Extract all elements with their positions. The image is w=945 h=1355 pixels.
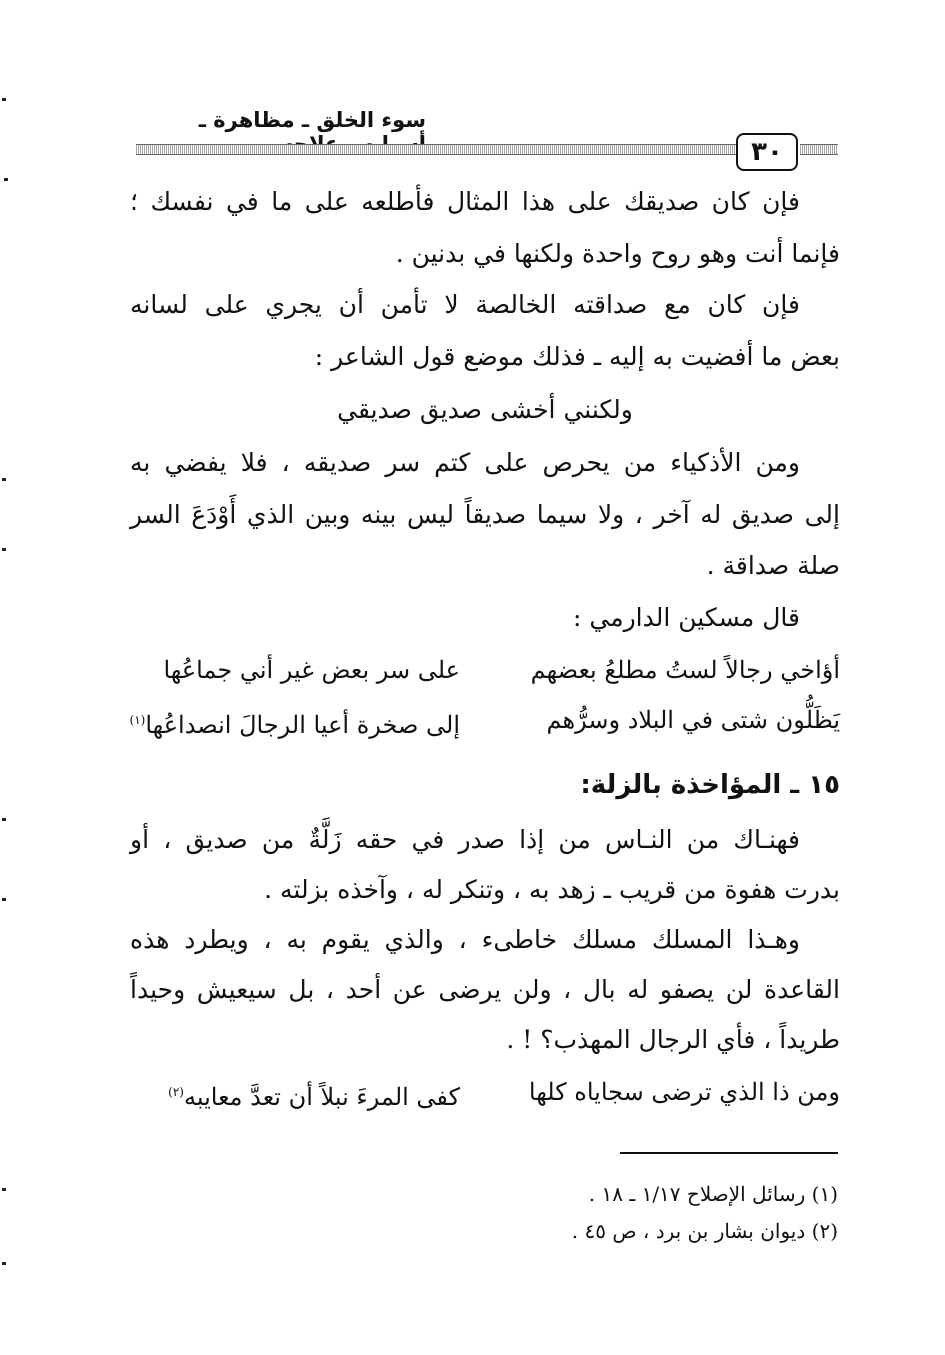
paragraph-line: فإن كان صديقك على هذا المثال فأطلعه على ما في نفسك ؛ — [130, 187, 800, 216]
poem-couplet — [130, 650, 840, 690]
header-rule-right — [800, 144, 838, 155]
section-heading: ١٥ ـ المؤاخذة بالزلة: — [580, 770, 840, 800]
paragraph-line: وهـذا المسلك مسلك خاطىء ، والذي يقوم به ، ويطرد هذه — [130, 925, 800, 954]
footnote: (١) رسائل الإصلاح ١/١٧ ـ ١٨ . — [588, 1182, 838, 1206]
paragraph-line: بعض ما أفضيت به إليه ـ فذلك موضع قول الشاعر : — [314, 342, 840, 371]
footnote: (٢) ديوان بشار بن برد ، ص ٤٥ . — [571, 1219, 838, 1243]
verse-second-hemistich — [130, 700, 460, 745]
footnote-marker: (٢) — [168, 1085, 184, 1099]
scan-speck — [2, 98, 6, 101]
paragraph-line: بدرت هفوة من قريب ـ زهد به ، وتنكر له ، وآخذه بزلته . — [264, 875, 840, 904]
scan-speck — [2, 818, 6, 821]
paragraph-line: طريداً ، فأي الرجال المهذب؟ ! . — [506, 1025, 840, 1054]
paragraph-line: القاعدة لن يصفو له بال ، ولن يرضى عن أحد ، بل سيعيش وحيداً — [130, 975, 840, 1004]
paragraph-line: ومن الأذكياء من يحرص على كتم سر صديقه ، فلا يفضي به — [130, 448, 800, 477]
footnote-rule — [620, 1152, 838, 1154]
quoted-verse: ولكنني أخشى صديق صديقي — [337, 395, 633, 424]
page-number: ٣٠ — [736, 133, 798, 171]
paragraph-line: قال مسكين الدارمي : — [572, 603, 800, 632]
poem-couplet — [130, 700, 840, 740]
scan-speck — [4, 178, 8, 181]
paragraph-line: فإن كان مع صداقته الخالصة لا تأمن أن يجري على لسانه — [130, 290, 800, 319]
verse-first-hemistich: يَظَلُّون شتى في البلاد وسرُّهم — [546, 706, 840, 734]
verse-first-hemistich: ومن ذا الذي ترضى سجاياه كلها — [528, 1078, 840, 1106]
scan-speck — [2, 1262, 6, 1265]
paragraph-line: فإنما أنت وهو روح واحدة ولكنها في بدنين . — [395, 239, 840, 268]
scan-speck — [2, 548, 6, 551]
scan-speck — [2, 898, 6, 901]
paragraph-line: صلة صداقة . — [706, 551, 840, 580]
verse-second-hemistich — [130, 1072, 460, 1117]
scan-speck — [2, 1188, 6, 1191]
verse-second-hemistich-text: إلى صخرة أعيا الرجالَ انصداعُها — [145, 711, 460, 739]
header-rule — [136, 144, 736, 155]
scan-speck — [2, 478, 6, 481]
running-header-title: سوء الخلق ـ مظاهرة ـ — [198, 108, 426, 132]
verse-second-hemistich: على سر بعض غير أني جماعُها — [163, 656, 460, 684]
paragraph-line: إلى صديق له آخر ، ولا سيما صديقاً ليس بينه وبين الذي أَوْدَعَ السر — [130, 500, 840, 529]
poem-couplet — [130, 1072, 840, 1112]
verse-first-hemistich: أؤاخي رجالاً لستُ مطلعُ بعضهم — [530, 656, 840, 684]
paragraph-line: فهنـاك من النـاس من إذا صدر في حقه زَلَّةٌ من صديق ، أو — [130, 825, 800, 854]
footnote-marker: (١) — [129, 713, 146, 727]
verse-second-hemistich-text: كفى المرءَ نبلاً أن تعدَّ معايبه — [183, 1083, 460, 1111]
